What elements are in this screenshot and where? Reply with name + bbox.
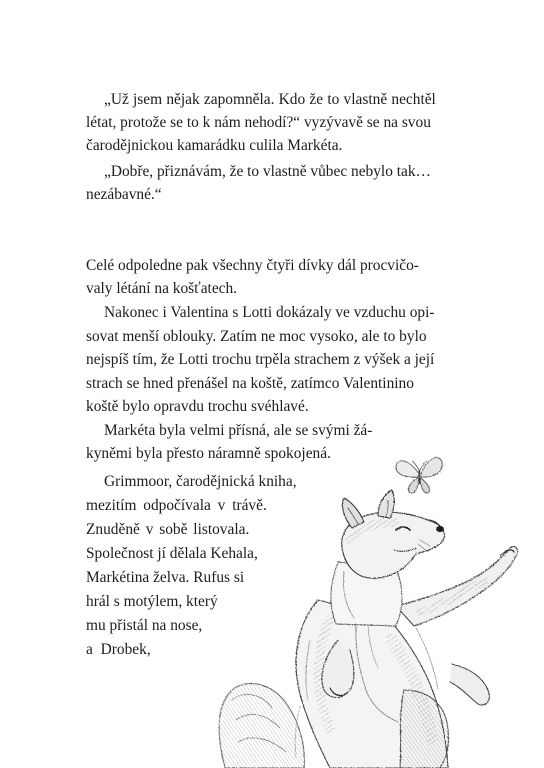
text-line: Nakonec i Valentina s Lotti dokázaly ve vzduchu opi-: [104, 304, 435, 321]
text-line: „Dobře, přiznávám, že to vlastně vůbec nebylo tak…: [104, 163, 431, 180]
text-line: nezábavné.“: [86, 186, 162, 203]
text-line: nejspíš tím, že Lotti trochu trpěla strachem z výšek a její: [86, 351, 435, 368]
text-line: Společnost jí dělala Kehala,: [86, 545, 258, 562]
text-line: koště bylo opravdu trochu svéhlavé.: [86, 398, 309, 415]
text-line: strach se hned přenášel na koště, zatímco Valentinino: [86, 375, 414, 392]
text-line: Znuděně v sobě listovala.: [86, 521, 250, 538]
text-line: kyněmi byla přesto náramně spokojená.: [86, 445, 331, 462]
text-line: mu přistál na nose,: [86, 617, 203, 634]
text-line: Celé odpoledne pak všechny čtyři dívky dál procvičo-: [86, 257, 419, 274]
text-line: Markéta byla velmi přísná, ale se svými žá-: [104, 422, 373, 439]
butterfly-illustration: [396, 458, 442, 494]
text-line: Markétina želva. Rufus si: [86, 569, 245, 586]
text-line: hrál s motýlem, který: [86, 593, 218, 610]
text-line: Grimmoor, čarodějnická kniha,: [104, 473, 297, 490]
text-line: valy létání na košťatech.: [86, 280, 238, 297]
text-line: létat, protože se to k nám nehodí?“ vyzývavě se na svou: [86, 114, 431, 131]
text-line: čarodějnickou kamarádku culila Markéta.: [86, 137, 343, 154]
text-line: sovat menší oblouky. Zatím ne moc vysoko, ale to bylo: [86, 328, 427, 345]
text-line: a Drobek,: [86, 641, 151, 658]
text-line: mezitím odpočívala v trávě.: [86, 497, 267, 514]
text-line: „Už jsem nějak zapomněla. Kdo že to vlastně nechtěl: [104, 91, 436, 108]
